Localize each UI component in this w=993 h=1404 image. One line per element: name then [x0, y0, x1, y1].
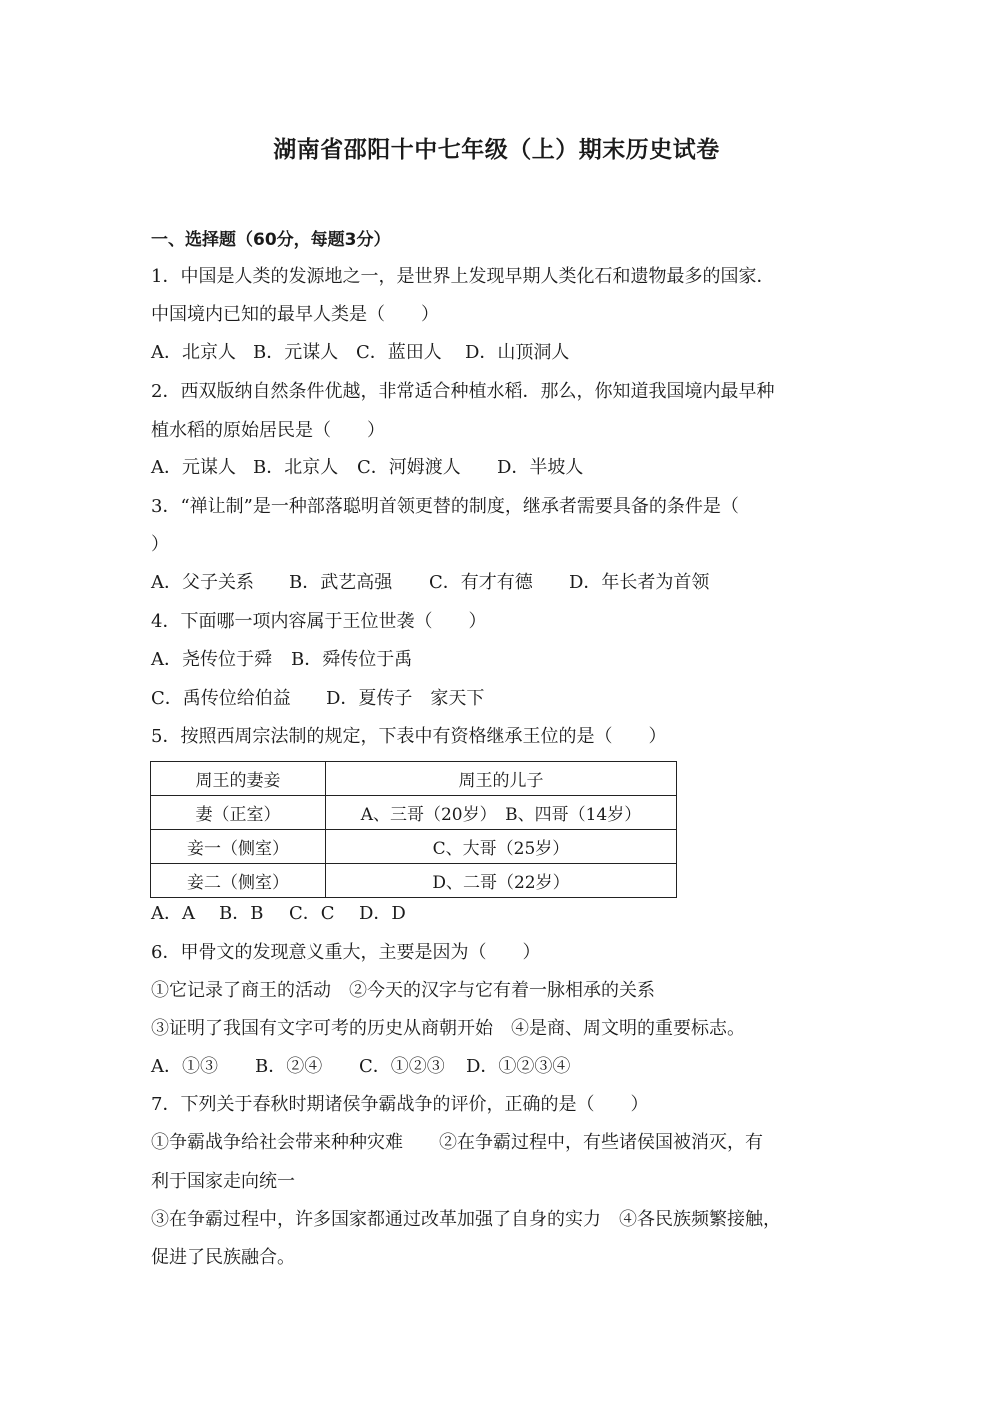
q7-stem: 7．下列关于春秋时期诸侯争霸战争的评价，正确的是（ ）: [151, 1094, 649, 1115]
q5-option-c: C．C: [289, 903, 335, 924]
q6-statement-line2: ③证明了我国有文字可考的历史从商朝开始 ④是商、周文明的重要标志。: [151, 1018, 745, 1039]
q6-option-d: D．①②③④: [466, 1056, 571, 1077]
q4-options-row2: [151, 687, 484, 711]
table-row: [151, 796, 677, 830]
q2-option-c: C．河姆渡人: [357, 457, 461, 478]
q4-option-b: B．舜传位于禹: [291, 649, 413, 670]
q6-stem: 6．甲骨文的发现意义重大，主要是因为（ ）: [151, 942, 541, 963]
table-cell: C、大哥（25岁）: [326, 830, 677, 864]
q5-stem: 5．按照西周宗法制的规定，下表中有资格继承王位的是（ ）: [151, 726, 667, 747]
q5-options: [151, 902, 406, 926]
q1-option-a: A．北京人: [151, 342, 236, 363]
q4-stem: 4．下面哪一项内容属于王位世袭（ ）: [151, 611, 487, 632]
q6-options: [151, 1055, 570, 1079]
table-header-row: [151, 762, 677, 796]
table-cell: A、三哥（20岁） B、四哥（14岁）: [326, 796, 677, 830]
table-row: [151, 830, 677, 864]
q1-stem-line1: 1．中国是人类的发源地之一，是世界上发现早期人类化石和遗物最多的国家．: [151, 266, 775, 287]
q4-options-row1: [151, 648, 412, 672]
q2-stem-line1: 2．西双版纳自然条件优越，非常适合种植水稻．那么，你知道我国境内最早种: [151, 381, 775, 402]
exam-title: 湖南省邵阳十中七年级（上）期末历史试卷: [273, 137, 720, 163]
q4-option-a: A．尧传位于舜: [151, 649, 272, 670]
table-cell: D、二哥（22岁）: [326, 864, 677, 898]
q3-option-c: C．有才有德: [429, 572, 533, 593]
q3-option-b: B．武艺高强: [289, 572, 393, 593]
q4-option-c: C．禹传位给伯益: [151, 688, 291, 709]
q6-statement-line1: ①它记录了商王的活动 ②今天的汉字与它有着一脉相承的关系: [151, 980, 655, 1001]
q7-statement-line2: 利于国家走向统一: [151, 1171, 295, 1192]
table-row: [151, 864, 677, 898]
q2-option-b: B．北京人: [253, 457, 339, 478]
table-header-cell: 周王的妻妾: [151, 762, 326, 796]
q3-option-d: D．年长者为首领: [569, 572, 710, 593]
succession-table: [150, 761, 677, 898]
q4-option-d: D．夏传子 家天下: [326, 688, 485, 709]
q1-option-c: C．蓝田人: [356, 342, 442, 363]
q5-option-d: D．D: [359, 903, 406, 924]
q2-options: [151, 456, 583, 480]
table-cell: 妻（正室）: [151, 796, 326, 830]
q1-options: [151, 341, 569, 365]
q7-statement-line3: ③在争霸过程中，许多国家都通过改革加强了自身的实力 ④各民族频繁接触，: [151, 1209, 781, 1230]
q7-statement-line1: ①争霸战争给社会带来种种灾难 ②在争霸过程中，有些诸侯国被消灭，有: [151, 1132, 763, 1153]
q6-option-b: B．②④: [255, 1056, 323, 1077]
q5-option-a: A．A: [151, 903, 195, 924]
table-header-cell: 周王的儿子: [326, 762, 677, 796]
table-cell: 妾二（侧室）: [151, 864, 326, 898]
q2-option-d: D．半坡人: [497, 457, 584, 478]
q6-option-a: A．①③: [151, 1056, 218, 1077]
q1-option-b: B．元谋人: [253, 342, 339, 363]
q2-stem-line2: 植水稻的原始居民是（ ）: [151, 420, 385, 441]
q1-option-d: D．山顶洞人: [465, 342, 570, 363]
q6-option-c: C．①②③: [359, 1056, 445, 1077]
q3-options: [151, 571, 709, 595]
table-cell: 妾一（侧室）: [151, 830, 326, 864]
q7-statement-line4: 促进了民族融合。: [151, 1247, 295, 1268]
q2-option-a: A．元谋人: [151, 457, 236, 478]
q1-stem-line2: 中国境内已知的最早人类是（ ）: [151, 304, 439, 325]
section-heading: 一、选择题（60分，每题3分）: [151, 230, 391, 250]
q3-stem-line2: ）: [151, 534, 169, 555]
q3-stem-line1: 3．“禅让制”是一种部落聪明首领更替的制度，继承者需要具备的条件是（: [151, 496, 739, 517]
q5-option-b: B．B: [219, 903, 264, 924]
q3-option-a: A．父子关系: [151, 572, 254, 593]
